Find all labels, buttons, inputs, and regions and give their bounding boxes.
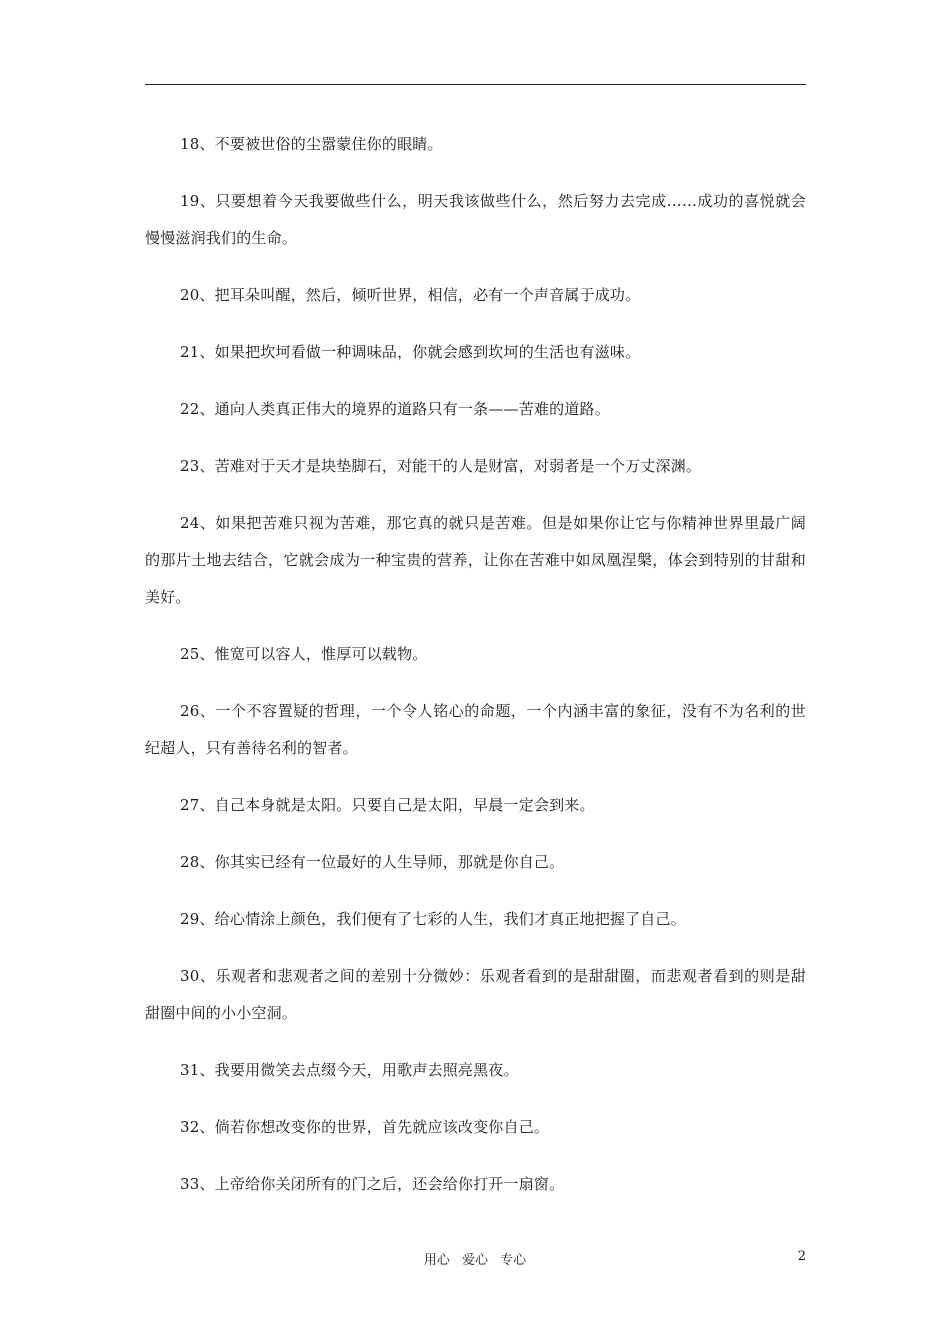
header-rule bbox=[145, 84, 806, 85]
quote-27: 27、自己本身就是太阳。只要自己是太阳，早晨一定会到来。 bbox=[180, 796, 595, 814]
quote-33: 33、上帝给你关闭所有的门之后，还会给你打开一扇窗。 bbox=[180, 1175, 565, 1193]
quote-26: 26、一个不容置疑的哲理，一个令人铭心的命题，一个内涵丰富的象征，没有不为名利的世纪超人，只有善待名利的智者。 bbox=[145, 702, 806, 757]
quote-31: 31、我要用微笑去点缀今天，用歌声去照亮黑夜。 bbox=[180, 1061, 519, 1079]
quote-18: 18、不要被世俗的尘嚣蒙住你的眼睛。 bbox=[180, 135, 443, 153]
quote-29: 29、给心情涂上颜色，我们便有了七彩的人生，我们才真正地把握了自己。 bbox=[180, 910, 686, 928]
document-body bbox=[145, 126, 806, 1223]
quote-25: 25、惟宽可以容人，惟厚可以载物。 bbox=[180, 645, 428, 663]
quote-20: 20、把耳朵叫醒，然后，倾听世界，相信，必有一个声音属于成功。 bbox=[180, 286, 641, 304]
footer-motto: 用心 爱心 专心 bbox=[423, 1253, 527, 1268]
quote-28: 28、你其实已经有一位最好的人生导师，那就是你自己。 bbox=[180, 853, 565, 871]
quote-21: 21、如果把坎坷看做一种调味品，你就会感到坎坷的生活也有滋味。 bbox=[180, 343, 641, 361]
quote-32: 32、倘若你想改变你的世界，首先就应该改变你自己。 bbox=[180, 1118, 550, 1136]
quote-23: 23、苦难对于天才是块垫脚石，对能干的人是财富，对弱者是一个万丈深渊。 bbox=[180, 457, 702, 475]
quote-30: 30、乐观者和悲观者之间的差别十分微妙：乐观者看到的是甜甜圈，而悲观者看到的则是甜甜圈中间的小小空洞。 bbox=[145, 967, 806, 1022]
quote-22: 22、通向人类真正伟大的境界的道路只有一条——苦难的道路。 bbox=[180, 400, 610, 418]
quote-19: 19、只要想着今天我要做些什么，明天我该做些什么，然后努力去完成……成功的喜悦就会慢慢滋润我们的生命。 bbox=[145, 192, 806, 247]
page-number: 2 bbox=[797, 1249, 806, 1264]
quote-24: 24、如果把苦难只视为苦难，那它真的就只是苦难。但是如果你让它与你精神世界里最广阔的那片土地去结合，它就会成为一种宝贵的营养，让你在苦难中如凤凰涅槃，体会到特别的甘甜和美好。 bbox=[145, 514, 806, 606]
